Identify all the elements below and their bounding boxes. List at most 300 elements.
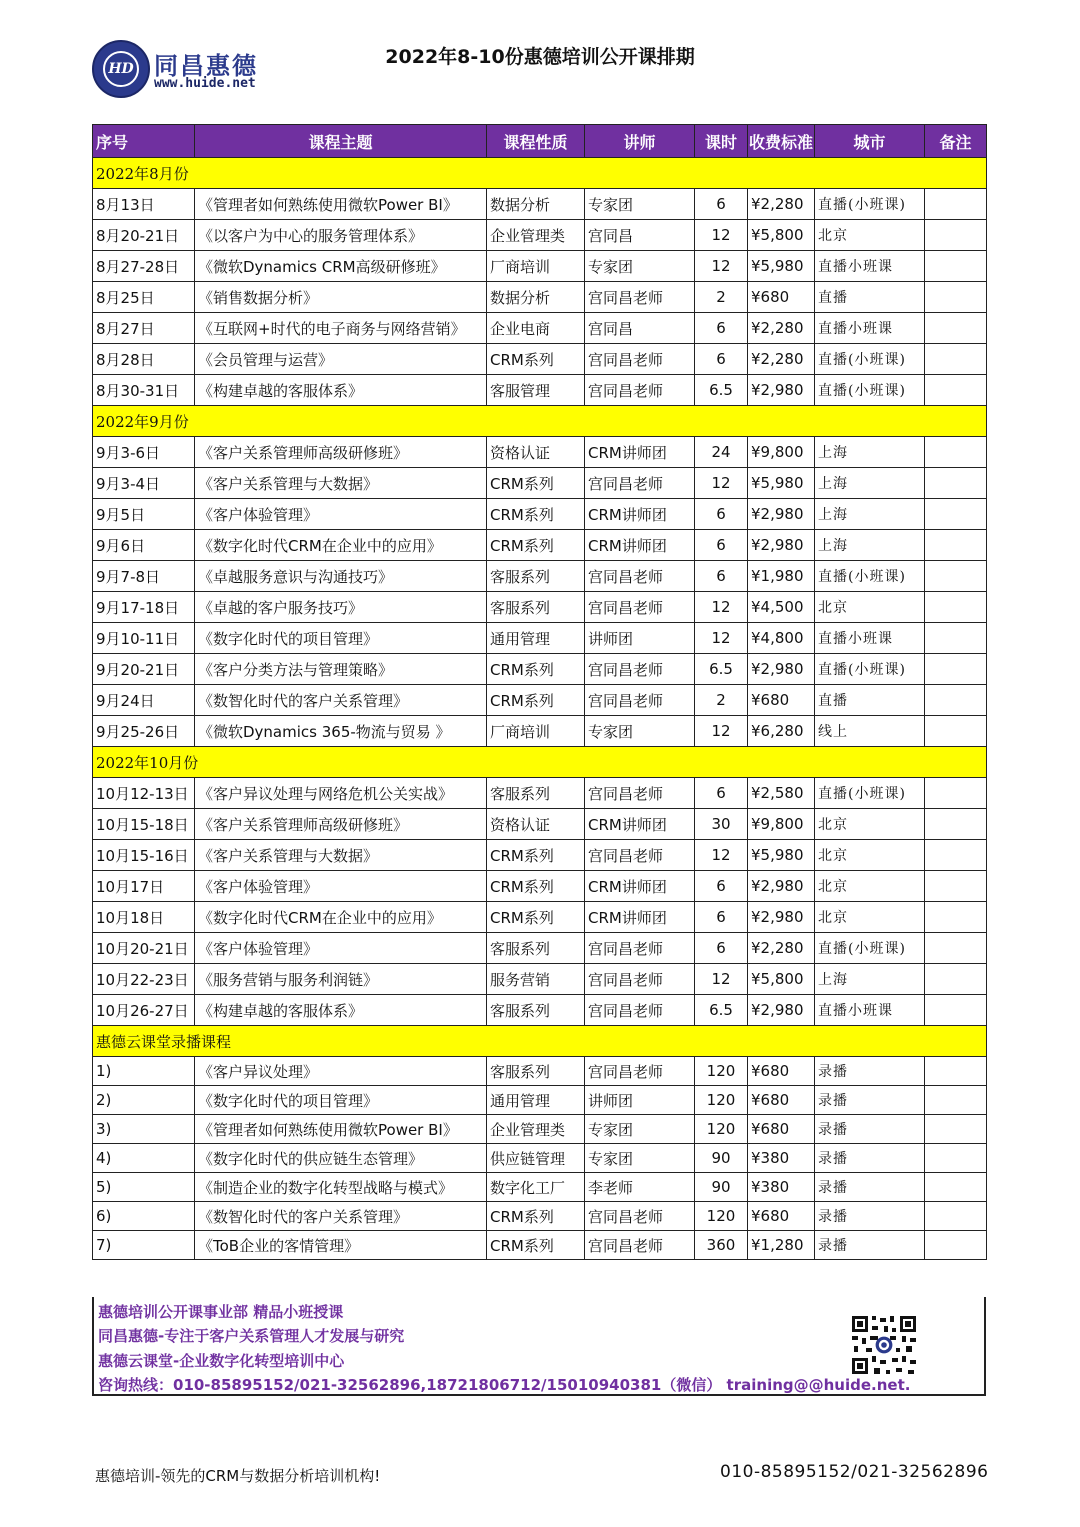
table-row [93,685,987,716]
table-cell: 直播小班课 [815,251,925,282]
table-cell: CRM系列 [487,902,585,933]
table-cell: CRM讲师团 [585,902,695,933]
table-cell: 企业电商 [487,313,585,344]
page-title: 2022年8-10份惠德培训公开课排期 [385,46,695,68]
table-cell: ¥2,980 [748,995,815,1026]
table-cell: 9月10-11日 [93,623,195,654]
table-cell: 6 [695,902,748,933]
table-cell [925,220,987,251]
table-cell [925,251,987,282]
header-cell: 讲师 [585,125,695,158]
section-label: 惠德云课堂录播课程 [93,1026,987,1057]
table-cell: ¥5,800 [748,964,815,995]
table-cell [925,189,987,220]
table-row [93,1231,987,1260]
table-cell: 上海 [815,530,925,561]
table-row [93,933,987,964]
table-row [93,437,987,468]
logo-url: www.huide.net [154,76,256,91]
table-cell: 上海 [815,964,925,995]
table-cell: 专家团 [585,251,695,282]
table-cell [925,685,987,716]
table-cell: ¥2,280 [748,344,815,375]
table-cell: CRM系列 [487,530,585,561]
table-cell: 《数字化时代CRM在企业中的应用》 [195,530,487,561]
table-row [93,995,987,1026]
table-cell: 录播 [815,1115,925,1144]
table-cell: 《卓越的客户服务技巧》 [195,592,487,623]
logo-mark: HD [103,51,139,87]
table-cell [925,778,987,809]
table-cell: 《客户关系管理师高级研修班》 [195,437,487,468]
table-cell: ¥380 [748,1144,815,1173]
table-cell: 9月17-18日 [93,592,195,623]
table-cell [925,902,987,933]
table-row [93,282,987,313]
table-cell: CRM系列 [487,840,585,871]
table-cell: 企业管理类 [487,1115,585,1144]
footer-slogan: 惠德培训-领先的CRM与数据分析培训机构! [95,1467,381,1485]
table-cell [925,344,987,375]
table-cell: 宫同昌 [585,220,695,251]
table-cell: 厂商培训 [487,251,585,282]
table-cell: 上海 [815,499,925,530]
table-row [93,189,987,220]
table-cell: 6 [695,499,748,530]
table-cell: 数字化工厂 [487,1173,585,1202]
table-cell: 宫同昌 [585,313,695,344]
table-cell: 8月20-21日 [93,220,195,251]
table-cell [925,1086,987,1115]
table-cell [925,437,987,468]
table-cell: 6 [695,561,748,592]
table-row [93,530,987,561]
table-cell: 宫同昌老师 [585,375,695,406]
table-cell: ¥2,980 [748,902,815,933]
table-cell: 10月15-16日 [93,840,195,871]
table-cell: 北京 [815,840,925,871]
table-cell: 120 [695,1202,748,1231]
table-cell: ¥680 [748,1057,815,1086]
table-cell: 数据分析 [487,282,585,313]
footer-phone: 010-85895152/021-32562896 [720,1462,989,1482]
table-cell: ¥5,980 [748,468,815,499]
table-cell: 客服系列 [487,592,585,623]
table-cell: ¥9,800 [748,437,815,468]
table-cell: ¥2,980 [748,654,815,685]
table-cell: 宫同昌老师 [585,282,695,313]
table-cell: 《管理者如何熟练使用微软Power BI》 [195,1115,487,1144]
table-cell [925,499,987,530]
table-row [93,871,987,902]
table-cell: 资格认证 [487,809,585,840]
table-cell: 《客户异议处理》 [195,1057,487,1086]
table-cell [925,561,987,592]
table-cell: 直播 [815,685,925,716]
table-cell: 8月25日 [93,282,195,313]
table-cell: 宫同昌老师 [585,964,695,995]
table-cell: ¥2,980 [748,871,815,902]
table-cell: 9月24日 [93,685,195,716]
table-cell: 9月20-21日 [93,654,195,685]
section-row [93,1026,987,1057]
footer-line: 同昌惠德-专注于客户关系管理人才发展与研究 [98,1327,405,1345]
table-cell: 宫同昌老师 [585,592,695,623]
header-cell: 备注 [925,125,987,158]
table-cell: 12 [695,964,748,995]
table-row [93,716,987,747]
table-cell: 10月22-23日 [93,964,195,995]
table-cell [925,716,987,747]
table-cell: ¥9,800 [748,809,815,840]
footer-line: 咨询热线：010-85895152/021-32562896,18721806712/15010940381（微信） training@@huide.net. [98,1376,911,1394]
table-cell: 12 [695,623,748,654]
logo-emblem [92,40,150,98]
table-cell: 录播 [815,1086,925,1115]
header-cell: 课程性质 [487,125,585,158]
table-cell: ¥2,580 [748,778,815,809]
table-cell: 《客户体验管理》 [195,871,487,902]
table-cell: 供应链管理 [487,1144,585,1173]
table-cell [925,592,987,623]
table-cell: 120 [695,1057,748,1086]
table-cell: 9月25-26日 [93,716,195,747]
table-cell: 《微软Dynamics 365-物流与贸易 》 [195,716,487,747]
table-row [93,499,987,530]
table-cell: 厂商培训 [487,716,585,747]
table-cell: 直播小班课 [815,995,925,1026]
table-cell: 上海 [815,468,925,499]
table-cell: 直播(小班课) [815,654,925,685]
table-row [93,1144,987,1173]
table-cell: 《数字化时代的供应链生态管理》 [195,1144,487,1173]
table-cell: CRM系列 [487,685,585,716]
table-cell: 通用管理 [487,623,585,654]
table-cell [925,964,987,995]
table-cell: 6) [93,1202,195,1231]
table-cell: 12 [695,716,748,747]
table-cell: 客服系列 [487,995,585,1026]
table-cell: CRM系列 [487,344,585,375]
table-cell: 《客户异议处理与网络危机公关实战》 [195,778,487,809]
table-cell: 12 [695,840,748,871]
table-cell [925,375,987,406]
table-cell [925,468,987,499]
table-cell: 客服系列 [487,778,585,809]
table-cell: 《数智化时代的客户关系管理》 [195,1202,487,1231]
table-row [93,623,987,654]
table-cell: 宫同昌老师 [585,561,695,592]
header-cell: 城市 [815,125,925,158]
table-cell: CRM讲师团 [585,499,695,530]
table-row [93,1057,987,1086]
table-cell: 6 [695,189,748,220]
table-cell: 讲师团 [585,1086,695,1115]
table-cell: 北京 [815,220,925,251]
table-cell [925,840,987,871]
table-cell: 6 [695,871,748,902]
table-cell: 12 [695,468,748,499]
company-logo [92,38,272,98]
table-cell: CRM讲师团 [585,437,695,468]
table-cell: 《制造企业的数字化转型战略与模式》 [195,1173,487,1202]
table-cell: 直播(小班课) [815,933,925,964]
table-cell [925,654,987,685]
table-cell: 录播 [815,1057,925,1086]
table-cell: 专家团 [585,1115,695,1144]
table-cell [925,871,987,902]
table-cell: 2) [93,1086,195,1115]
table-cell: 直播(小班课) [815,561,925,592]
table-cell: 上海 [815,437,925,468]
table-cell: 专家团 [585,1144,695,1173]
table-cell: 10月18日 [93,902,195,933]
table-cell: 数据分析 [487,189,585,220]
table-cell: 90 [695,1173,748,1202]
section-row [93,158,987,189]
table-cell: 北京 [815,809,925,840]
table-cell: ¥5,800 [748,220,815,251]
table-cell: 6 [695,530,748,561]
table-row [93,313,987,344]
table-cell: 直播(小班课) [815,344,925,375]
table-row [93,1115,987,1144]
table-cell: 宫同昌老师 [585,995,695,1026]
section-row [93,406,987,437]
table-cell: 9月6日 [93,530,195,561]
table-cell: ¥680 [748,685,815,716]
table-cell: 《客户分类方法与管理策略》 [195,654,487,685]
table-cell: ¥5,980 [748,840,815,871]
table-cell: 30 [695,809,748,840]
section-label: 2022年9月份 [93,406,987,437]
table-row [93,778,987,809]
table-cell: 通用管理 [487,1086,585,1115]
table-cell: 《管理者如何熟练使用微软Power BI》 [195,189,487,220]
table-cell: 6 [695,313,748,344]
table-cell: 客服管理 [487,375,585,406]
table-cell: 录播 [815,1231,925,1260]
table-cell: ¥4,500 [748,592,815,623]
table-cell: CRM讲师团 [585,871,695,902]
table-cell: CRM系列 [487,1231,585,1260]
table-cell: 10月26-27日 [93,995,195,1026]
table-cell: 2 [695,685,748,716]
table-cell: 9月7-8日 [93,561,195,592]
table-cell: 《以客户为中心的服务管理体系》 [195,220,487,251]
table-cell: 服务营销 [487,964,585,995]
table-cell: 《客户体验管理》 [195,933,487,964]
header-cell: 序号 [93,125,195,158]
table-row [93,220,987,251]
table-cell: 《会员管理与运营》 [195,344,487,375]
qr-code-icon [850,1314,918,1376]
table-row [93,654,987,685]
table-cell: 《数字化时代CRM在企业中的应用》 [195,902,487,933]
table-cell: 直播(小班课) [815,778,925,809]
table-cell: 10月12-13日 [93,778,195,809]
table-row [93,840,987,871]
header-cell: 课时 [695,125,748,158]
table-cell: 直播(小班课) [815,375,925,406]
table-cell: 《构建卓越的客服体系》 [195,375,487,406]
table-cell: 《数字化时代的项目管理》 [195,623,487,654]
table-cell: ¥680 [748,1202,815,1231]
header-cell: 收费标准 [748,125,815,158]
table-cell: 90 [695,1144,748,1173]
table-cell [925,1115,987,1144]
table-row [93,1173,987,1202]
table-cell: ¥1,280 [748,1231,815,1260]
section-label: 2022年8月份 [93,158,987,189]
table-cell: 12 [695,251,748,282]
table-cell: 宫同昌老师 [585,654,695,685]
table-cell: 6.5 [695,375,748,406]
table-cell: 《客户关系管理与大数据》 [195,840,487,871]
table-cell: 6.5 [695,654,748,685]
table-row [93,375,987,406]
table-cell: 宫同昌老师 [585,1057,695,1086]
table-cell: 录播 [815,1144,925,1173]
table-cell [925,623,987,654]
table-cell: 9月3-4日 [93,468,195,499]
table-cell: ¥680 [748,1115,815,1144]
table-cell: 《数字化时代的项目管理》 [195,1086,487,1115]
table-cell: 《微软Dynamics CRM高级研修班》 [195,251,487,282]
table-cell: 《构建卓越的客服体系》 [195,995,487,1026]
table-cell: 客服系列 [487,933,585,964]
table-cell: CRM讲师团 [585,809,695,840]
table-cell: 专家团 [585,189,695,220]
table-cell: 资格认证 [487,437,585,468]
table-cell: 北京 [815,871,925,902]
table-cell: 5) [93,1173,195,1202]
table-cell: 9月5日 [93,499,195,530]
table-cell: 12 [695,592,748,623]
table-cell [925,933,987,964]
table-cell [925,995,987,1026]
table-cell [925,1057,987,1086]
table-cell: 4) [93,1144,195,1173]
table-cell: 8月13日 [93,189,195,220]
table-header-row [93,125,987,158]
table-cell: 客服系列 [487,561,585,592]
table-cell: 7) [93,1231,195,1260]
table-cell: ¥380 [748,1173,815,1202]
table-cell: 8月27-28日 [93,251,195,282]
table-body [93,158,987,1260]
table-cell: ¥4,800 [748,623,815,654]
table-cell: 2 [695,282,748,313]
table-cell: CRM系列 [487,654,585,685]
table-cell: 10月15-18日 [93,809,195,840]
table-cell: 《服务营销与服务利润链》 [195,964,487,995]
table-cell [925,1231,987,1260]
table-row [93,592,987,623]
table-cell: 李老师 [585,1173,695,1202]
table-cell: 直播小班课 [815,313,925,344]
footer-line: 惠德培训公开课事业部 精品小班授课 [98,1303,344,1321]
table-cell: 线上 [815,716,925,747]
table-cell: 8月30-31日 [93,375,195,406]
table-cell [925,530,987,561]
table-cell: 企业管理类 [487,220,585,251]
table-cell: 宫同昌老师 [585,1202,695,1231]
table-cell: 120 [695,1086,748,1115]
table-cell: ¥2,980 [748,530,815,561]
table-cell [925,313,987,344]
table-row [93,468,987,499]
table-cell: CRM系列 [487,468,585,499]
table-cell: CRM系列 [487,1202,585,1231]
table-row [93,251,987,282]
table-cell: 《互联网+时代的电子商务与网络营销》 [195,313,487,344]
table-cell: 《客户关系管理与大数据》 [195,468,487,499]
table-cell: 录播 [815,1202,925,1231]
table-cell: 北京 [815,902,925,933]
table-cell: 6 [695,344,748,375]
table-cell: ¥2,980 [748,375,815,406]
table-row [93,902,987,933]
table-cell: 录播 [815,1173,925,1202]
table-cell: 宫同昌老师 [585,778,695,809]
table-cell: 宫同昌老师 [585,468,695,499]
table-cell [925,282,987,313]
table-cell: 《卓越服务意识与沟通技巧》 [195,561,487,592]
table-cell: 《客户体验管理》 [195,499,487,530]
table-cell: ¥5,980 [748,251,815,282]
table-cell: 《客户关系管理师高级研修班》 [195,809,487,840]
section-row [93,747,987,778]
table-row [93,1086,987,1115]
table-cell: 宫同昌老师 [585,1231,695,1260]
footer-line: 惠德云课堂-企业数字化转型培训中心 [98,1352,345,1370]
table-cell: 10月20-21日 [93,933,195,964]
table-cell: 北京 [815,592,925,623]
table-cell: 6 [695,933,748,964]
table-cell: ¥2,280 [748,933,815,964]
table-cell: 宫同昌老师 [585,344,695,375]
table-cell: 10月17日 [93,871,195,902]
table-cell: 宫同昌老师 [585,840,695,871]
table-cell: ¥2,980 [748,499,815,530]
table-cell: 讲师团 [585,623,695,654]
table-cell: 8月27日 [93,313,195,344]
table-cell: 120 [695,1115,748,1144]
table-row [93,561,987,592]
table-cell: ¥2,280 [748,313,815,344]
table-cell: 9月3-6日 [93,437,195,468]
table-cell: CRM系列 [487,871,585,902]
table-cell [925,1202,987,1231]
table-cell: ¥680 [748,282,815,313]
table-cell: 《销售数据分析》 [195,282,487,313]
table-cell: 客服系列 [487,1057,585,1086]
table-cell: 直播小班课 [815,623,925,654]
table-cell: 24 [695,437,748,468]
table-cell [925,1173,987,1202]
table-row [93,809,987,840]
table-cell: 6.5 [695,995,748,1026]
table-cell: 宫同昌老师 [585,933,695,964]
table-cell: 12 [695,220,748,251]
section-label: 2022年10月份 [93,747,987,778]
table-cell: ¥6,280 [748,716,815,747]
table-row [93,1202,987,1231]
table-cell: 3) [93,1115,195,1144]
table-cell [925,1144,987,1173]
table-cell: 8月28日 [93,344,195,375]
